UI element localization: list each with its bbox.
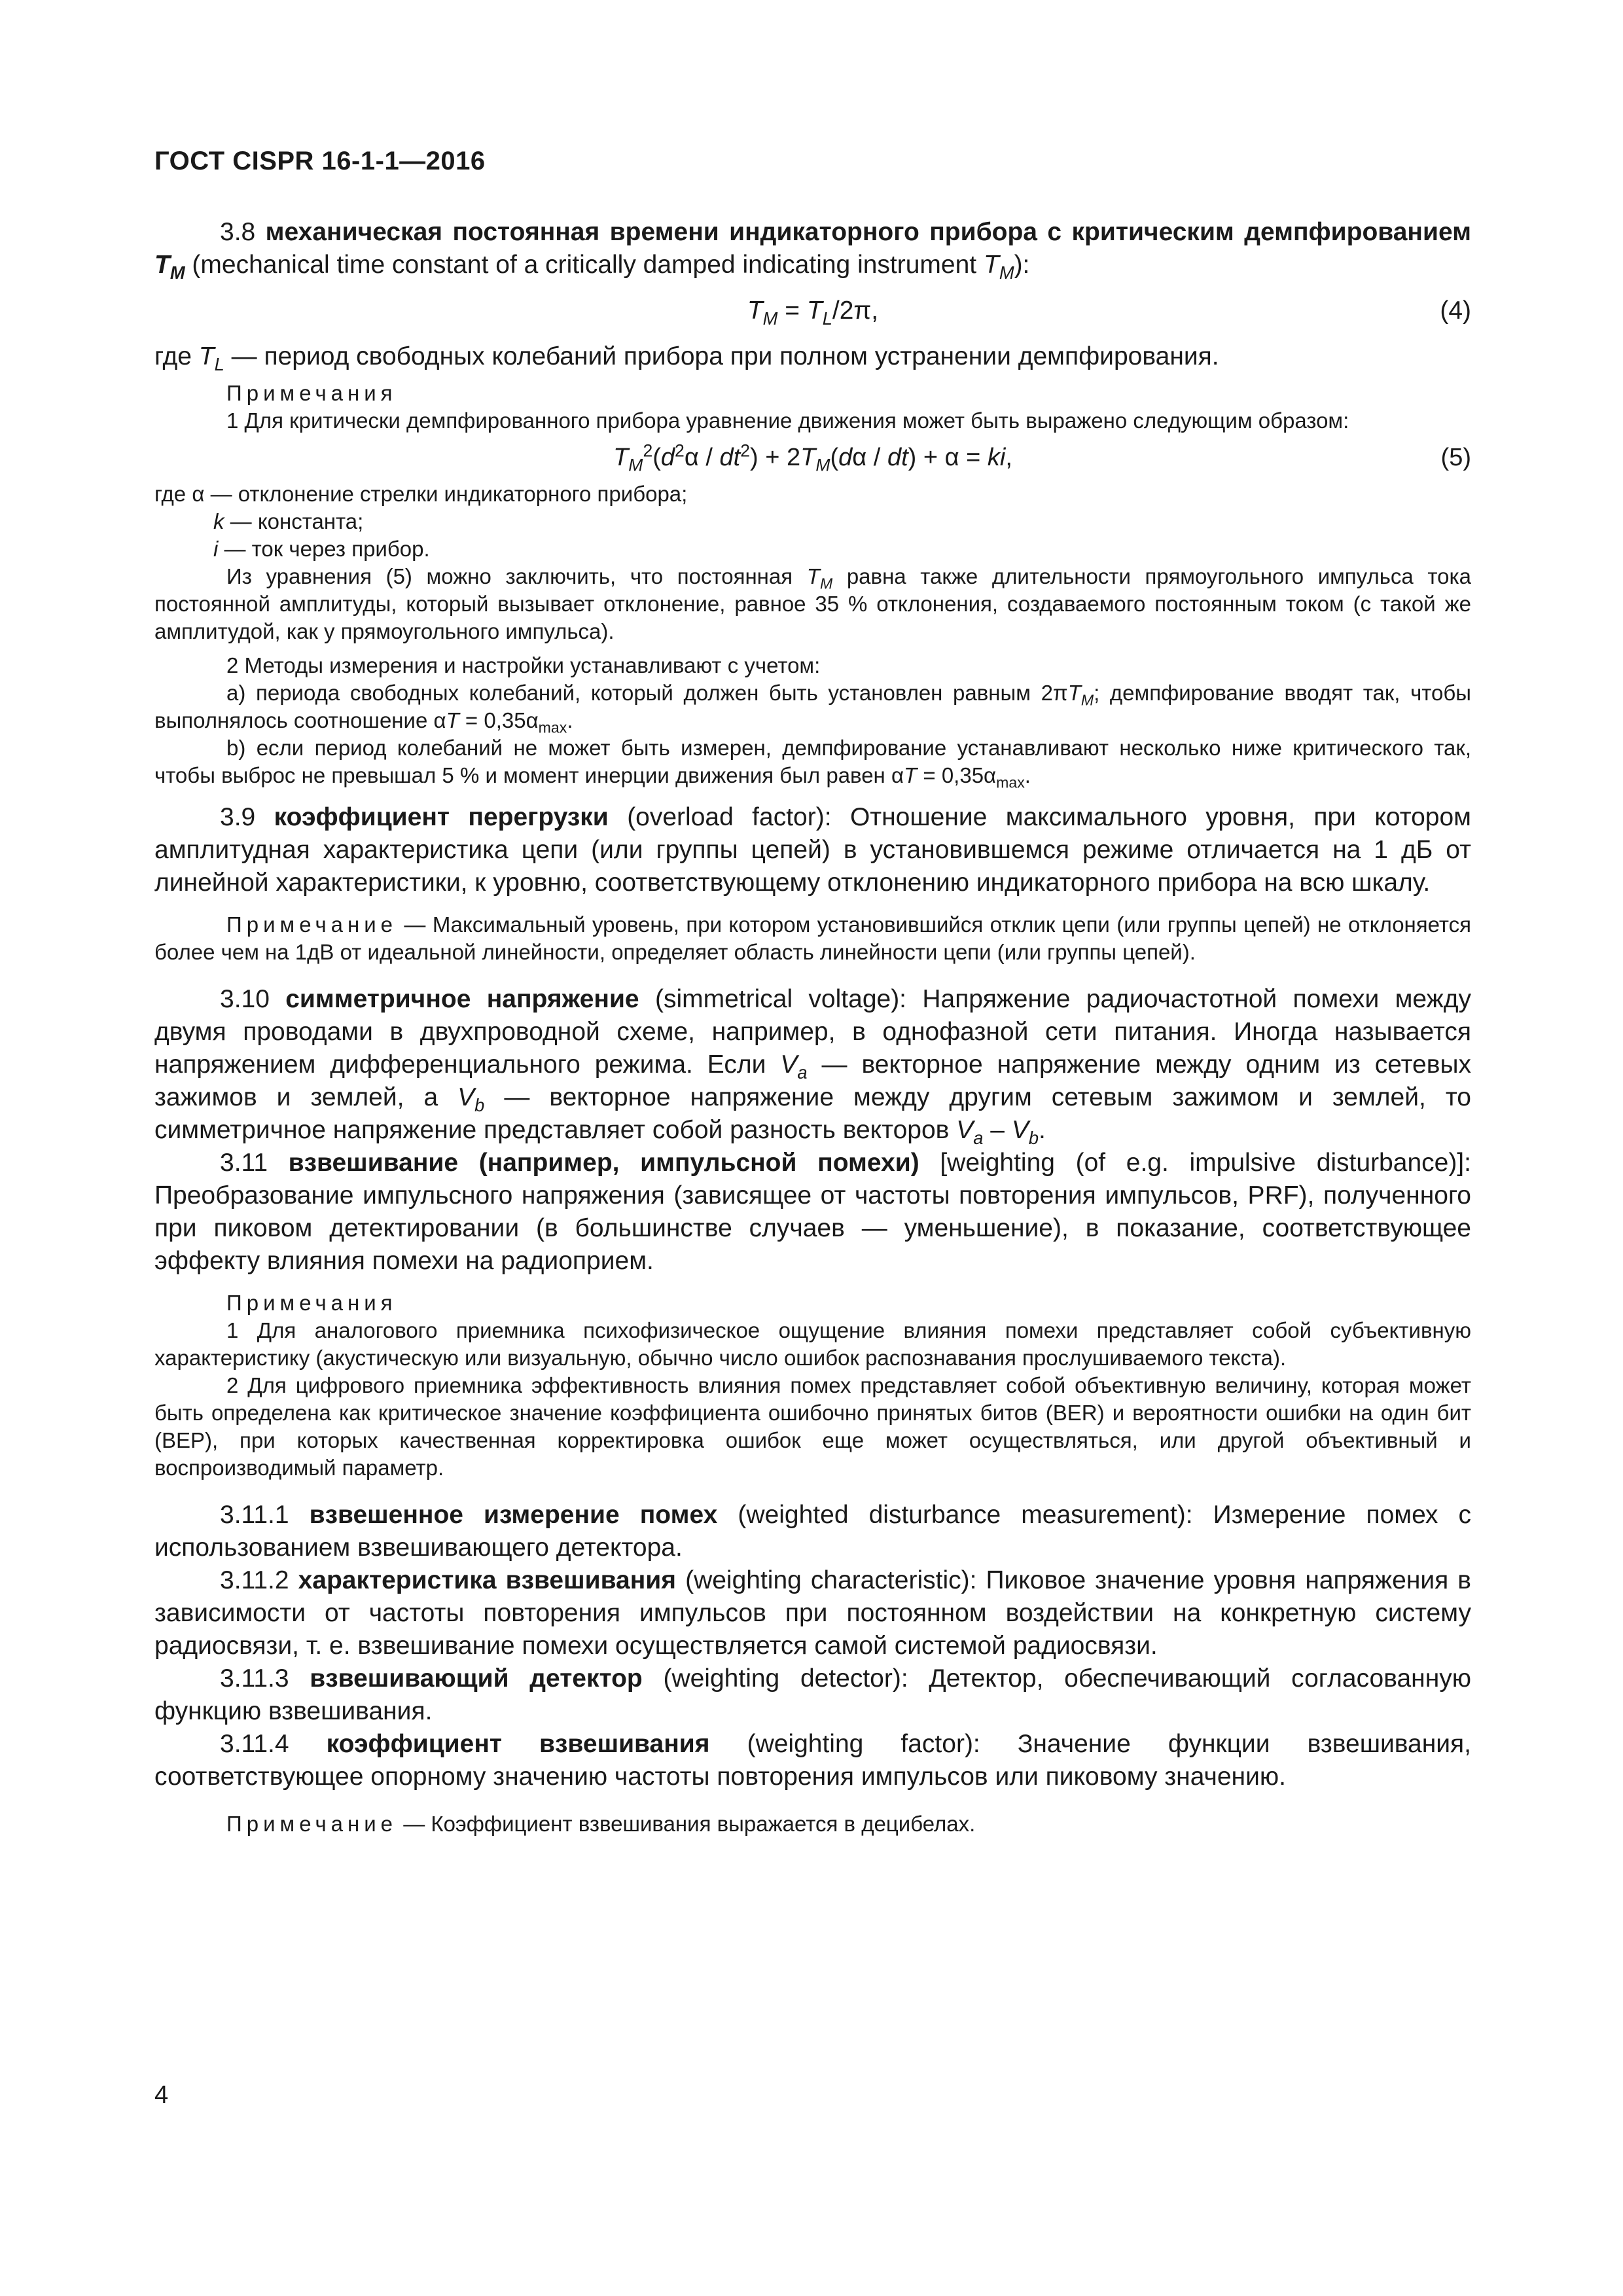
formula-number: (5) — [1440, 444, 1471, 471]
formula-expression: $T_M^2(d^2\alpha / dt^2) + 2T_M(d\alpha / dt) + \alpha$ = ki, — [613, 440, 1012, 475]
formula-5 — [154, 435, 1471, 480]
clause-term: симметричное напряжение — [285, 985, 639, 1013]
clause-term: коэффициент перегрузки — [274, 803, 609, 831]
where-definition: где $T_L$ — период свободных колебаний прибора при полном устранении демпфирования. — [154, 342, 1219, 374]
where-i: i — ток через прибор. — [213, 537, 430, 561]
clause-3-8: 3.8 механическая постоянная времени индикаторного прибора с критическим демпфированием $T_M$ (mechanical time constant of a critically damped indicating instrument $T_M$): — [154, 218, 1471, 283]
clause-number: 3.11.2 — [220, 1566, 289, 1594]
document-header: ГОСТ CISPR 16-1-1—2016 — [154, 147, 486, 175]
note-3-11-2: 2 Для цифрового приемника эффективность влияния помех представляет собой объективную величину, которая может быть определена как критическое значение коэффициента ошибочно принятых битов (BER) и вероятности ошибки на один бит (BEP), при которых качественная корректировка ошибок еще может осуществляться, или другой объективный и воспроизводимый параметр. — [154, 1373, 1471, 1480]
clause-term: характеристика взвешивания — [298, 1566, 677, 1594]
clause-english: (mechanical time constant of a critically damped indicating instrument — [192, 251, 977, 279]
clause-3-10: 3.10 симметричное напряжение (simmetrical voltage): Напряжение радиочастотной помехи между двумя проводами в двухпроводной схеме, например, в однофазной сети питания. Иногда называется напряжением дифференциального режима. Если $V_a$ — векторное напряжение между одним из сетевых зажимов и землей, а $V_b$ — векторное напряжение между другим сетевым зажимом и землей, то симметричное напряжение представляет собой разность векторов $V_a - V_b$. — [154, 985, 1471, 1148]
note-label: Примечание — [226, 912, 398, 937]
clause-number: 3.11.4 — [220, 1730, 289, 1758]
document-body — [154, 216, 1471, 1838]
clause-term: взвешивающий детектор — [310, 1664, 643, 1693]
notes-heading: Примечания — [226, 1291, 397, 1315]
formula-expression: $T_M = T_L/2\pi$, — [747, 296, 879, 329]
where-alpha: где α — отклонение стрелки индикаторного прибора; — [154, 482, 688, 506]
clause-3-9: 3.9 коэффициент перегрузки (overload factor): Отношение максимального уровня, при котором амплитудная характеристика цепи (или группы цепей) в установившемся режиме отличается на 1 дБ от линейной характеристики, к уровню, соответствующему отклонению индикаторного прибора на всю шкалу. — [154, 803, 1471, 897]
clause-number: 3.9 — [220, 803, 256, 831]
symbol-subscript: M — [169, 262, 185, 283]
clause-number: 3.8 — [220, 218, 256, 246]
clause-3-11-1: 3.11.1 взвешенное измерение помех (weighted disturbance measurement): Измерение помех с использованием взвешивающего детектора. — [154, 1501, 1472, 1562]
symbol: T — [154, 251, 170, 279]
formula-4 — [154, 288, 1471, 334]
clause-term: взвешенное измерение помех — [309, 1501, 718, 1529]
clause-3-11-4: 3.11.4 коэффициент взвешивания (weighting factor): Значение функции взвешивания, соответствующее опорному значению частоты повторения импульсов или пиковому значению. — [154, 1730, 1472, 1791]
clause-term: механическая постоянная времени индикаторного прибора с критическим демпфированием — [265, 218, 1471, 246]
page-number: 4 — [154, 2081, 169, 2109]
note-label: Примечание — [226, 1812, 398, 1836]
notes-heading: Примечания — [226, 381, 397, 405]
formula-number: (4) — [1440, 296, 1471, 325]
note-2-item-a: а) периода свободных колебаний, который должен быть установлен равным $2\pi T_M$; демпфирование вводят так, чтобы выполнялось соотношение $\alpha T = 0,35\alpha_{max}$. — [154, 681, 1471, 736]
clause-term: взвешивание (например, импульсной помехи) — [288, 1149, 919, 1177]
clause-number: 3.10 — [220, 985, 270, 1013]
note-2: 2 Методы измерения и настройки устанавливают с учетом: — [226, 653, 821, 677]
note-3-9: Примечание — Максимальный уровень, при котором установившийся отклик цепи (или группы цепей) не отклоняется более чем на 1дВ от идеальной линейности, определяет область линейности цепи (или группы цепей). — [154, 912, 1472, 964]
clause-3-11: 3.11 взвешивание (например, импульсной помехи) [weighting (of e.g. impulsive disturbance)]: Преобразование импульсного напряжения (зависящее от частоты повторения импульсов, PRF), полученного при пиковом детектировании (в большинстве случаев — уменьшение), в показание, соответствующее эффекту влияния помехи на радиоприем. — [154, 1149, 1471, 1275]
note-1-continuation: Из уравнения (5) можно заключить, что постоянная $T_M$ равна также длительности прямоугольного импульса тока постоянной амплитуды, который вызывает отклонение, равное 35 % отклонения, создаваемого постоянным током (с такой же амплитудой, как у прямоугольного импульса). — [154, 564, 1472, 643]
note-2-item-b: b) если период колебаний не может быть измерен, демпфирование устанавливают несколько ниже критического так, чтобы выброс не превышал 5 % и момент инерции движения был равен $\alpha T = 0,35\alpha_{max}$. — [154, 736, 1471, 791]
note-3-11-1: 1 Для аналогового приемника психофизическое ощущение влияния помехи представляет собой субъективную характеристику (акустическую или визуальную, обычно число ошибок распознавания прослушиваемого текста). — [154, 1318, 1471, 1370]
where-k: k — константа; — [213, 509, 364, 533]
note-1: 1 Для критически демпфированного прибора уравнение движения может быть выражено следующим образом: — [226, 408, 1349, 433]
clause-3-11-3: 3.11.3 взвешивающий детектор (weighting detector): Детектор, обеспечивающий согласованную функцию взвешивания. — [154, 1664, 1471, 1725]
clause-number: 3.11 — [220, 1149, 268, 1177]
clause-term: коэффициент взвешивания — [326, 1730, 710, 1758]
clause-number: 3.11.3 — [220, 1664, 289, 1693]
note-3-11-4: Примечание — Коэффициент взвешивания выражается в децибелах. — [226, 1812, 976, 1836]
clause-3-11-2: 3.11.2 характеристика взвешивания (weighting characteristic): Пиковое значение уровня напряжения в зависимости от частоты повторения импульсов при постоянном воздействии на конкретную систему радиосвязи, т. е. взвешивание помехи осуществляется самой системой радиосвязи. — [154, 1566, 1472, 1660]
clause-number: 3.11.1 — [220, 1501, 289, 1529]
